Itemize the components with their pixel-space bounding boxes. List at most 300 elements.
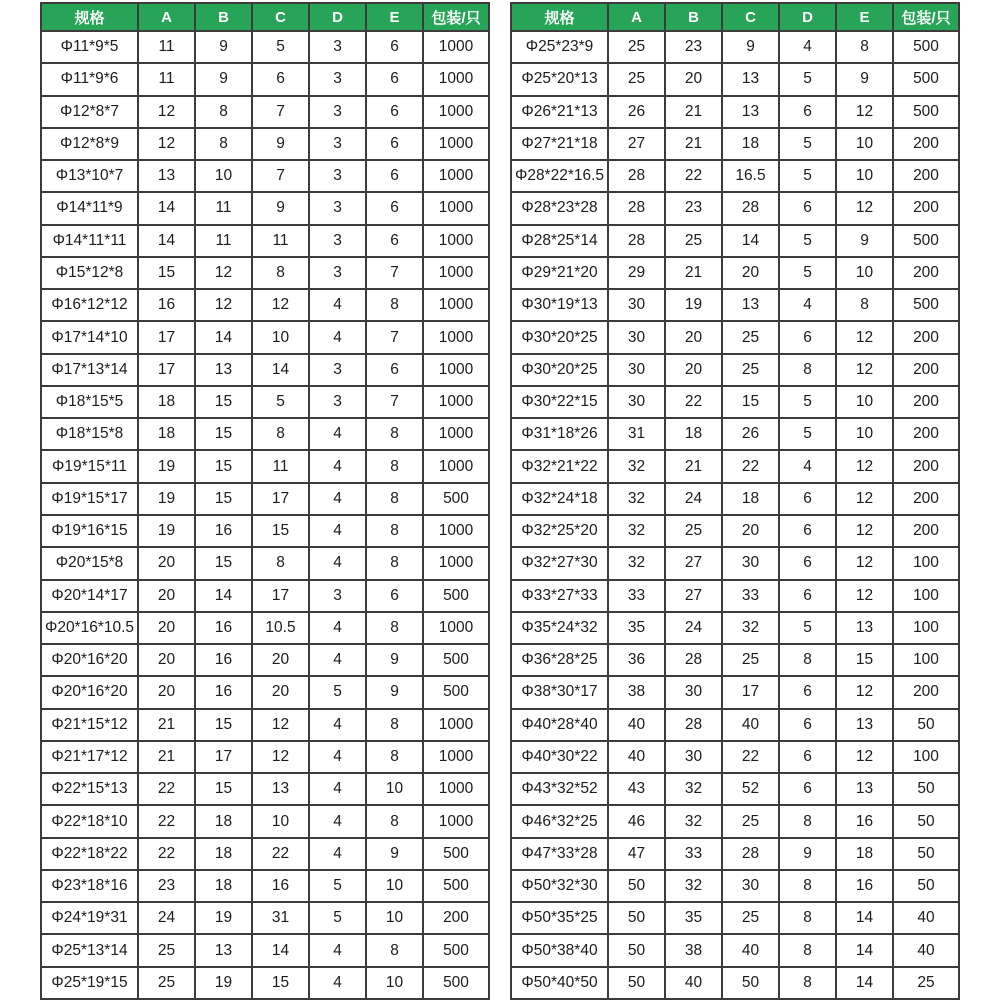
value-cell: 14: [252, 354, 309, 386]
value-cell: 4: [309, 418, 366, 450]
packaging-cell: 1000: [423, 96, 489, 128]
table-row: [41, 192, 489, 224]
value-cell: 11: [138, 63, 195, 95]
value-cell: 13: [836, 773, 893, 805]
value-cell: 15: [836, 644, 893, 676]
value-cell: 7: [366, 386, 423, 418]
packaging-cell: 1000: [423, 289, 489, 321]
packaging-cell: 40: [893, 934, 959, 966]
value-cell: 14: [836, 967, 893, 999]
table-row: [511, 773, 959, 805]
value-cell: 8: [836, 31, 893, 63]
value-cell: 19: [195, 902, 252, 934]
table-row: [41, 870, 489, 902]
value-cell: 5: [779, 418, 836, 450]
value-cell: 47: [608, 838, 665, 870]
value-cell: 6: [366, 192, 423, 224]
value-cell: 21: [665, 257, 722, 289]
table-row: [511, 257, 959, 289]
value-cell: 3: [309, 128, 366, 160]
value-cell: 33: [608, 580, 665, 612]
value-cell: 8: [836, 289, 893, 321]
table-row: [41, 773, 489, 805]
value-cell: 6: [779, 580, 836, 612]
spec-cell: Φ32*21*22: [511, 450, 608, 482]
packaging-cell: 1000: [423, 515, 489, 547]
spec-cell: Φ20*16*20: [41, 644, 138, 676]
value-cell: 26: [608, 96, 665, 128]
spec-cell: Φ32*25*20: [511, 515, 608, 547]
packaging-cell: 500: [423, 644, 489, 676]
spec-column-header: 规格: [511, 3, 608, 31]
spec-cell: Φ40*30*22: [511, 741, 608, 773]
packaging-cell: 500: [423, 580, 489, 612]
value-cell: 8: [252, 547, 309, 579]
packaging-cell: 1000: [423, 612, 489, 644]
value-cell: 13: [836, 709, 893, 741]
value-cell: 20: [665, 354, 722, 386]
spec-cell: Φ17*14*10: [41, 321, 138, 353]
value-cell: 4: [309, 741, 366, 773]
value-cell: 30: [665, 676, 722, 708]
value-cell: 12: [138, 96, 195, 128]
value-cell: 6: [779, 321, 836, 353]
spec-cell: Φ50*35*25: [511, 902, 608, 934]
table-row: [511, 225, 959, 257]
value-cell: 4: [309, 547, 366, 579]
value-cell: 12: [195, 289, 252, 321]
packaging-cell: 100: [893, 612, 959, 644]
spec-cell: Φ27*21*18: [511, 128, 608, 160]
spec-cell: Φ16*12*12: [41, 289, 138, 321]
value-cell: 14: [195, 321, 252, 353]
value-cell: 6: [366, 225, 423, 257]
packaging-cell: 500: [893, 289, 959, 321]
table-row: [41, 257, 489, 289]
value-cell: 22: [252, 838, 309, 870]
value-cell: 32: [722, 612, 779, 644]
value-cell: 6: [366, 63, 423, 95]
value-cell: 30: [665, 741, 722, 773]
table-row: [41, 31, 489, 63]
table-row: [511, 354, 959, 386]
value-cell: 21: [138, 709, 195, 741]
value-cell: 12: [836, 192, 893, 224]
value-cell: 13: [836, 612, 893, 644]
value-cell: 14: [195, 580, 252, 612]
value-cell: 32: [665, 773, 722, 805]
packaging-cell: 500: [423, 483, 489, 515]
value-cell: 8: [779, 870, 836, 902]
table-body: [511, 31, 959, 999]
spec-cell: Φ17*13*14: [41, 354, 138, 386]
table-row: [511, 676, 959, 708]
value-cell: 25: [608, 63, 665, 95]
spec-cell: Φ21*17*12: [41, 741, 138, 773]
packaging-cell: 200: [893, 450, 959, 482]
value-cell: 5: [252, 386, 309, 418]
table-row: [41, 838, 489, 870]
value-cell: 3: [309, 257, 366, 289]
value-cell: 10: [366, 773, 423, 805]
value-cell: 15: [252, 515, 309, 547]
value-cell: 50: [608, 967, 665, 999]
packaging-cell: 200: [893, 418, 959, 450]
packaging-cell: 200: [893, 321, 959, 353]
value-cell: 18: [836, 838, 893, 870]
value-cell: 3: [309, 354, 366, 386]
table-row: [41, 741, 489, 773]
value-cell: 20: [665, 63, 722, 95]
value-column-header: B: [665, 3, 722, 31]
table-row: [511, 418, 959, 450]
value-cell: 7: [366, 321, 423, 353]
table-row: [41, 418, 489, 450]
value-cell: 8: [366, 483, 423, 515]
value-cell: 20: [138, 676, 195, 708]
table-row: [511, 838, 959, 870]
value-cell: 21: [665, 96, 722, 128]
value-cell: 27: [665, 580, 722, 612]
spec-cell: Φ43*32*52: [511, 773, 608, 805]
value-cell: 13: [195, 934, 252, 966]
value-cell: 14: [138, 192, 195, 224]
table-row: [41, 128, 489, 160]
spec-cell: Φ30*20*25: [511, 354, 608, 386]
value-cell: 8: [366, 418, 423, 450]
table-row: [41, 902, 489, 934]
value-cell: 12: [836, 96, 893, 128]
value-cell: 16.5: [722, 160, 779, 192]
table-row: [511, 805, 959, 837]
spec-cell: Φ14*11*11: [41, 225, 138, 257]
value-cell: 26: [722, 418, 779, 450]
value-cell: 27: [608, 128, 665, 160]
value-cell: 28: [722, 192, 779, 224]
packaging-cell: 1000: [423, 63, 489, 95]
packaging-cell: 500: [893, 225, 959, 257]
value-cell: 20: [665, 321, 722, 353]
value-cell: 13: [138, 160, 195, 192]
packaging-cell: 1000: [423, 741, 489, 773]
value-cell: 32: [665, 805, 722, 837]
value-cell: 15: [195, 547, 252, 579]
value-cell: 32: [665, 870, 722, 902]
value-cell: 3: [309, 580, 366, 612]
table-row: [511, 483, 959, 515]
value-cell: 18: [195, 838, 252, 870]
packaging-cell: 500: [423, 676, 489, 708]
value-cell: 40: [665, 967, 722, 999]
packaging-cell: 1000: [423, 160, 489, 192]
value-cell: 17: [252, 580, 309, 612]
value-cell: 22: [665, 160, 722, 192]
value-cell: 5: [779, 63, 836, 95]
value-cell: 50: [608, 902, 665, 934]
value-cell: 6: [779, 96, 836, 128]
table-row: [511, 644, 959, 676]
value-cell: 10: [836, 418, 893, 450]
value-cell: 28: [665, 644, 722, 676]
value-cell: 25: [722, 644, 779, 676]
value-cell: 8: [366, 934, 423, 966]
value-cell: 6: [366, 580, 423, 612]
value-cell: 50: [608, 870, 665, 902]
packaging-cell: 200: [893, 354, 959, 386]
value-cell: 20: [722, 515, 779, 547]
table-header: [41, 3, 489, 31]
value-cell: 12: [836, 515, 893, 547]
table-row: [41, 160, 489, 192]
value-cell: 18: [665, 418, 722, 450]
value-cell: 12: [836, 321, 893, 353]
value-cell: 25: [138, 934, 195, 966]
value-cell: 11: [252, 225, 309, 257]
value-cell: 14: [722, 225, 779, 257]
value-cell: 28: [608, 225, 665, 257]
packaging-cell: 500: [423, 870, 489, 902]
value-cell: 14: [836, 934, 893, 966]
value-cell: 5: [779, 612, 836, 644]
value-cell: 28: [608, 192, 665, 224]
value-cell: 29: [608, 257, 665, 289]
value-cell: 18: [722, 128, 779, 160]
table-row: [511, 386, 959, 418]
packaging-cell: 1000: [423, 450, 489, 482]
value-cell: 15: [252, 967, 309, 999]
spec-cell: Φ24*19*31: [41, 902, 138, 934]
value-cell: 5: [309, 902, 366, 934]
spec-cell: Φ26*21*13: [511, 96, 608, 128]
value-cell: 3: [309, 192, 366, 224]
value-cell: 13: [722, 63, 779, 95]
value-cell: 12: [836, 676, 893, 708]
value-cell: 22: [665, 386, 722, 418]
value-cell: 17: [138, 321, 195, 353]
value-cell: 4: [309, 773, 366, 805]
value-cell: 6: [779, 192, 836, 224]
table-row: [511, 289, 959, 321]
value-column-header: E: [366, 3, 423, 31]
table-row: [41, 547, 489, 579]
spec-cell: Φ20*16*20: [41, 676, 138, 708]
value-cell: 5: [779, 386, 836, 418]
value-cell: 5: [309, 870, 366, 902]
packaging-cell: 1000: [423, 805, 489, 837]
packaging-cell: 1000: [423, 418, 489, 450]
value-cell: 15: [195, 418, 252, 450]
packaging-cell: 500: [423, 838, 489, 870]
value-cell: 15: [195, 483, 252, 515]
value-cell: 8: [366, 547, 423, 579]
packaging-cell: 200: [893, 483, 959, 515]
value-cell: 20: [722, 257, 779, 289]
spec-cell: Φ23*18*16: [41, 870, 138, 902]
table-row: [41, 483, 489, 515]
table-row: [41, 967, 489, 999]
value-cell: 4: [309, 612, 366, 644]
value-cell: 43: [608, 773, 665, 805]
value-cell: 16: [138, 289, 195, 321]
packaging-cell: 25: [893, 967, 959, 999]
spec-cell: Φ25*23*9: [511, 31, 608, 63]
value-cell: 18: [195, 805, 252, 837]
value-cell: 30: [608, 354, 665, 386]
spec-cell: Φ50*38*40: [511, 934, 608, 966]
value-cell: 16: [195, 644, 252, 676]
value-cell: 12: [836, 450, 893, 482]
value-cell: 19: [138, 515, 195, 547]
value-cell: 22: [138, 805, 195, 837]
value-cell: 4: [779, 31, 836, 63]
value-cell: 8: [252, 257, 309, 289]
value-cell: 20: [252, 644, 309, 676]
packaging-cell: 500: [893, 31, 959, 63]
value-cell: 46: [608, 805, 665, 837]
packaging-cell: 50: [893, 870, 959, 902]
value-cell: 9: [779, 838, 836, 870]
value-cell: 32: [608, 515, 665, 547]
table-row: [41, 805, 489, 837]
value-cell: 3: [309, 225, 366, 257]
value-cell: 14: [836, 902, 893, 934]
value-cell: 15: [195, 773, 252, 805]
value-cell: 23: [665, 31, 722, 63]
value-cell: 31: [608, 418, 665, 450]
packaging-cell: 1000: [423, 773, 489, 805]
table-row: [41, 321, 489, 353]
value-cell: 6: [252, 63, 309, 95]
spec-cell: Φ25*20*13: [511, 63, 608, 95]
table-row: [511, 902, 959, 934]
value-cell: 8: [779, 354, 836, 386]
spec-column-header: 规格: [41, 3, 138, 31]
spec-cell: Φ28*22*16.5: [511, 160, 608, 192]
value-cell: 7: [252, 96, 309, 128]
value-cell: 9: [366, 838, 423, 870]
value-cell: 9: [195, 63, 252, 95]
spec-cell: Φ22*18*10: [41, 805, 138, 837]
value-cell: 6: [779, 773, 836, 805]
spec-cell: Φ20*14*17: [41, 580, 138, 612]
packaging-cell: 1000: [423, 128, 489, 160]
value-cell: 40: [608, 741, 665, 773]
table-row: [511, 612, 959, 644]
value-cell: 19: [195, 967, 252, 999]
value-cell: 30: [722, 870, 779, 902]
value-cell: 28: [608, 160, 665, 192]
table-row: [41, 676, 489, 708]
packaging-cell: 50: [893, 805, 959, 837]
table-row: [41, 934, 489, 966]
value-cell: 20: [252, 676, 309, 708]
spec-cell: Φ30*20*25: [511, 321, 608, 353]
packaging-cell: 1000: [423, 225, 489, 257]
value-cell: 4: [309, 450, 366, 482]
value-cell: 17: [195, 741, 252, 773]
spec-cell: Φ11*9*5: [41, 31, 138, 63]
spec-cell: Φ18*15*8: [41, 418, 138, 450]
value-cell: 4: [309, 805, 366, 837]
spec-cell: Φ31*18*26: [511, 418, 608, 450]
packaging-cell: 1000: [423, 31, 489, 63]
value-column-header: E: [836, 3, 893, 31]
spec-cell: Φ22*18*22: [41, 838, 138, 870]
value-cell: 8: [366, 515, 423, 547]
value-cell: 10: [836, 160, 893, 192]
spec-cell: Φ46*32*25: [511, 805, 608, 837]
value-cell: 6: [366, 128, 423, 160]
value-cell: 15: [195, 709, 252, 741]
table-row: [511, 96, 959, 128]
packaging-cell: 200: [893, 192, 959, 224]
packaging-cell: 1000: [423, 321, 489, 353]
packaging-cell: 200: [893, 676, 959, 708]
value-cell: 3: [309, 63, 366, 95]
packaging-cell: 200: [893, 515, 959, 547]
table-row: [511, 450, 959, 482]
value-cell: 3: [309, 96, 366, 128]
value-cell: 16: [252, 870, 309, 902]
table-row: [41, 354, 489, 386]
value-cell: 7: [366, 257, 423, 289]
value-cell: 16: [195, 676, 252, 708]
table-row: [511, 741, 959, 773]
value-cell: 4: [309, 934, 366, 966]
spec-cell: Φ20*15*8: [41, 547, 138, 579]
value-cell: 17: [252, 483, 309, 515]
value-cell: 12: [836, 547, 893, 579]
spec-cell: Φ14*11*9: [41, 192, 138, 224]
table-row: [511, 63, 959, 95]
value-cell: 10.5: [252, 612, 309, 644]
value-cell: 24: [665, 483, 722, 515]
value-cell: 8: [779, 805, 836, 837]
spec-table-left: [40, 2, 490, 1000]
value-cell: 11: [195, 225, 252, 257]
table-header: [511, 3, 959, 31]
value-cell: 4: [309, 289, 366, 321]
table-row: [41, 225, 489, 257]
value-cell: 16: [195, 515, 252, 547]
packaging-cell: 1000: [423, 257, 489, 289]
value-cell: 8: [779, 644, 836, 676]
value-cell: 9: [252, 128, 309, 160]
value-cell: 32: [608, 547, 665, 579]
value-cell: 10: [836, 386, 893, 418]
value-cell: 18: [138, 386, 195, 418]
spec-cell: Φ19*15*17: [41, 483, 138, 515]
table-row: [41, 709, 489, 741]
value-cell: 15: [138, 257, 195, 289]
value-cell: 3: [309, 31, 366, 63]
value-cell: 25: [722, 902, 779, 934]
value-cell: 28: [665, 709, 722, 741]
value-cell: 11: [195, 192, 252, 224]
packaging-cell: 40: [893, 902, 959, 934]
value-cell: 22: [138, 838, 195, 870]
value-cell: 31: [252, 902, 309, 934]
table-row: [511, 934, 959, 966]
value-cell: 12: [836, 741, 893, 773]
packaging-column-header: 包装/只: [893, 3, 959, 31]
table-body: [41, 31, 489, 999]
value-column-header: C: [722, 3, 779, 31]
value-cell: 25: [138, 967, 195, 999]
table-row: [41, 386, 489, 418]
value-cell: 23: [138, 870, 195, 902]
value-cell: 16: [195, 612, 252, 644]
